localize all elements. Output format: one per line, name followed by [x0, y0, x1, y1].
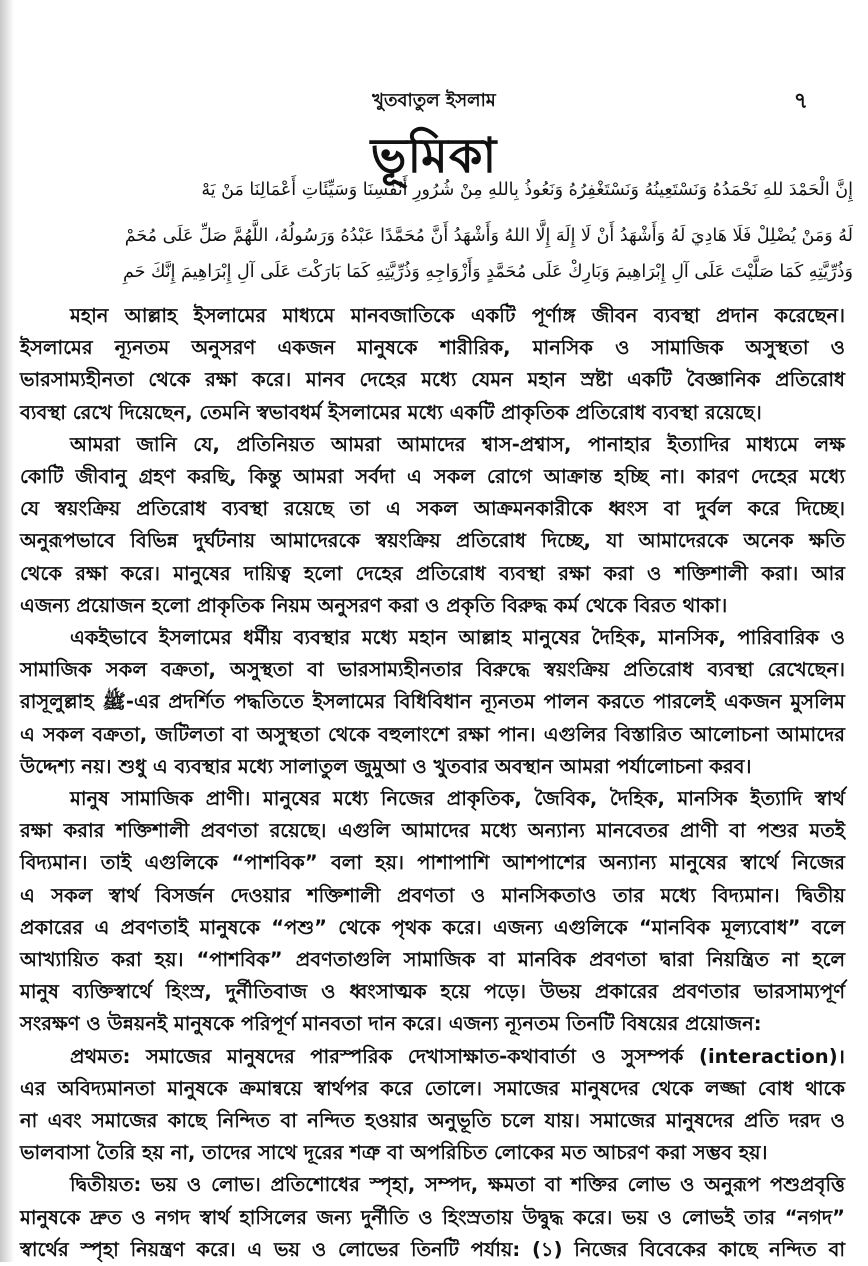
text-line: ভারসাম্যহীনতা থেকে রক্ষা করে। মানব দেহের মধ্যে যেমন মহান স্রষ্টা একটি বৈজ্ঞানিক প্রতিরোধ — [20, 368, 845, 392]
text-line: এজন্য প্রয়োজন হলো প্রাকৃতিক নিয়ম অনুসরণ করা ও প্রকৃতি বিরুদ্ধ কর্ম থেকে বিরত থাকা। — [20, 593, 728, 617]
text-line: যে স্বয়ংক্রিয় প্রতিরোধ ব্যবস্থা রয়েছে তা এ সকল আক্রমনকারীকে ধ্বংস বা দুর্বল করে দিচ্ছে। — [20, 497, 845, 521]
arabic-line: إِنَّ الْحَمْدَ للهِ نَحْمَدُهُ وَنَسْتَعِينُهُ وَنَسْتَغْفِرُهُ وَنَعُوذُ بِاللهِ مِنْ شُرُورِ أَنْفُسِنَا وَسَيِّئَاتِ أَعْمَالِنَا مَنْ يَهْ — [201, 180, 853, 200]
text-line: মানুষ ব্যক্তিস্বার্থে হিংস্র, দুর্নীতিবাজ ও ধ্বংসাত্মক হয়ে পড়ে। উভয় প্রকারের প্রবণতার ভারসাম্যপূর্ণ — [20, 980, 845, 1004]
arabic-line: لَهُ وَمَنْ يُضْلِلْ فَلَا هَادِيَ لَهُ وَأَشْهَدُ أَنْ لَا إِلَهَ إِلَّا اللهُ وَأَشْهَدُ أَنَّ مُحَمَّدًا عَبْدُهُ وَرَسُولُهُ، اللَّهُمَّ صَلِّ عَلَى مُحَمْ — [124, 226, 853, 246]
text-line: রাসূলুল্লাহ ﷺ-এর প্রদর্শিত পদ্ধতিতে ইসলামের বিধিবিধান ন্যূনতম পালন করতে পারলেই একজন মুসলিম — [20, 690, 846, 714]
page-header — [0, 86, 868, 114]
text-line: একইভাবে ইসলামের ধর্মীয় ব্যবস্থার মধ্যে মহান আল্লাহ মানুষের দৈহিক, মানসিক, পারিবারিক ও — [70, 626, 845, 650]
text-line: মানুষ সামাজিক প্রাণী। মানুষের মধ্যে নিজের প্রাকৃতিক, জৈবিক, দৈহিক, মানসিক ইত্যাদি স্বার্থ — [70, 787, 845, 811]
text-line: ভালবাসা তৈরি হয় না, তাদের সাথে দূরের শত্রু বা অপরিচিত লোকের মত আচরণ করা সম্ভব হয়। — [20, 1141, 768, 1165]
text-line: এ সকল স্বার্থ বিসর্জন দেওয়ার শক্তিশালী প্রবণতা ও মানসিকতাও তার মধ্যে বিদ্যমান। দ্বিতীয় — [20, 883, 845, 907]
text-line: এর অবিদ্যমানতা মানুষকে ক্রমান্বয়ে স্বার্থপর করে তোলে। সমাজের মানুষদের থেকে লজ্জা বোধ থাকে — [20, 1076, 845, 1100]
body-text — [20, 300, 845, 1266]
text-line: মহান আল্লাহ ইসলামের মাধ্যমে মানবজাতিকে একটি পূর্ণাঙ্গ জীবন ব্যবস্থা প্রদান করেছেন। — [70, 304, 845, 327]
text-line: সামাজিক সকল বক্রতা, অসুস্থতা বা ভারসাম্যহীনতার বিরুদ্ধে স্বয়ংক্রিয় প্রতিরোধ ব্যবস্থা রেখেছেন। — [20, 658, 845, 682]
text-line: প্রথমত: সমাজের মানুষদের পারস্পরিক দেখাসাক্ষাত-কথাবার্তা ও সুসম্পর্ক (interaction)। — [70, 1044, 845, 1068]
text-line: রক্ষা করার শক্তিশালী প্রবণতা রয়েছে। এগুলি আমাদের মধ্যে অন্যান্য মানবেতর প্রাণী বা পশুর মতই — [20, 819, 845, 843]
text-line: অনুরূপভাবে বিভিন্ন দুর্ঘটনায় আমাদেরকে স্বয়ংক্রিয় প্রতিরোধ দিচ্ছে, যা আমাদেরকে অনেক ক্ষতি — [20, 529, 845, 553]
arabic-line: وَذُرِّيَّتِهِ كَمَا صَلَّيْتَ عَلَى آلِ إِبْرَاهِيمَ وَبَارِكْ عَلَى مُحَمَّدٍ وَأَزْوَاجِهِ وَذُرِّيَّتِهِ كَمَا بَارَكْتَ عَلَى آلِ إِبْرَاهِيمَ إِنَّكَ حَمِ — [122, 262, 853, 282]
text-line: কোটি জীবানু গ্রহণ করছি, কিন্তু আমরা সর্বদা এ সকল রোগে আক্রান্ত হচ্ছি না। কারণ দেহের মধ্যে — [20, 465, 845, 489]
text-line: সংরক্ষণ ও উন্নয়নই মানুষকে পরিপূর্ণ মানবতা দান করে। এজন্য ন্যূনতম তিনটি বিষয়ের প্রয়োজন: — [20, 1012, 762, 1036]
section-title: ভূমিকা — [370, 128, 498, 184]
text-line: বিদ্যমান। তাই এগুলিকে “পাশবিক” বলা হয়। পাশাপাশি আশপাশের অন্যান্য মানুষের স্বার্থে নিজের — [20, 851, 845, 875]
page-number: ৭ — [793, 89, 808, 114]
text-line: না এবং সমাজের কাছে নিন্দিত বা নন্দিত হওয়ার অনুভূতি চলে যায়। সমাজের মানুষদের প্রতি দরদ ও — [20, 1109, 845, 1133]
text-line: দ্বিতীয়ত: ভয় ও লোভ। প্রতিশোধের স্পৃহা, সম্পদ, ক্ষমতা বা শক্তির লোভ ও অনুরূপ পশুপ্রবৃত্তি — [70, 1173, 845, 1197]
text-line: থেকে রক্ষা করে। মানুষের দায়িত্ব হলো দেহের প্রতিরোধ ব্যবস্থা রক্ষা করা ও শক্তিশালী করা। আর — [20, 561, 845, 585]
text-line: মানুষকে দ্রুত ও নগদ স্বার্থ হাসিলের জন্য দুর্নীতি ও হিংস্রতায় উদ্বুদ্ধ করে। ভয় ও লোভই তার “নগদ” — [20, 1205, 845, 1229]
text-line: প্রকারের এ প্রবণতাই মানুষকে “পশু” থেকে পৃথক করে। এজন্য এগুলিকে “মানবিক মূল্যবোধ” বলে — [20, 915, 845, 939]
text-line: আমরা জানি যে, প্রতিনিয়ত আমরা আমাদের শ্বাস-প্রশ্বাস, পানাহার ইত্যাদির মাধ্যমে লক্ষ — [70, 432, 845, 456]
text-line: ইসলামের ন্যূনতম অনুসরণ একজন মানুষকে শারীরিক, মানসিক ও সামাজিক অসুস্থতা ও — [20, 336, 845, 360]
text-line: উদ্দেশ্য নয়। শুধু এ ব্যবস্থার মধ্যে সালাতুল জুমুআ ও খুতবার অবস্থান আমরা পর্যালোচনা করব। — [20, 754, 752, 778]
running-title: খুতবাতুল ইসলাম — [372, 90, 496, 111]
text-line: ব্যবস্থা রেখে দিয়েছেন, তেমনি স্বভাবধর্ম ইসলামের মধ্যে একটি প্রাকৃতিক প্রতিরোধ ব্যবস্থা রয়েছে। — [20, 400, 762, 424]
text-line: আখ্যায়িত করা হয়। “পাশবিক” প্রবণতাগুলি সামাজিক বা মানবিক প্রবণতা দ্বারা নিয়ন্ত্রিত না হলে — [20, 948, 845, 972]
text-line: স্বার্থের স্পৃহা নিয়ন্ত্রণ করে। এ ভয় ও লোভের তিনটি পর্যায়: (১) নিজের বিবেকের কাছে নন্দিত বা — [20, 1237, 845, 1261]
text-line: এ সকল বক্রতা, জটিলতা বা অসুস্থতা থেকে বহুলাংশে রক্ষা পান। এগুলির বিস্তারিত আলোচনা আমাদের — [20, 722, 845, 746]
